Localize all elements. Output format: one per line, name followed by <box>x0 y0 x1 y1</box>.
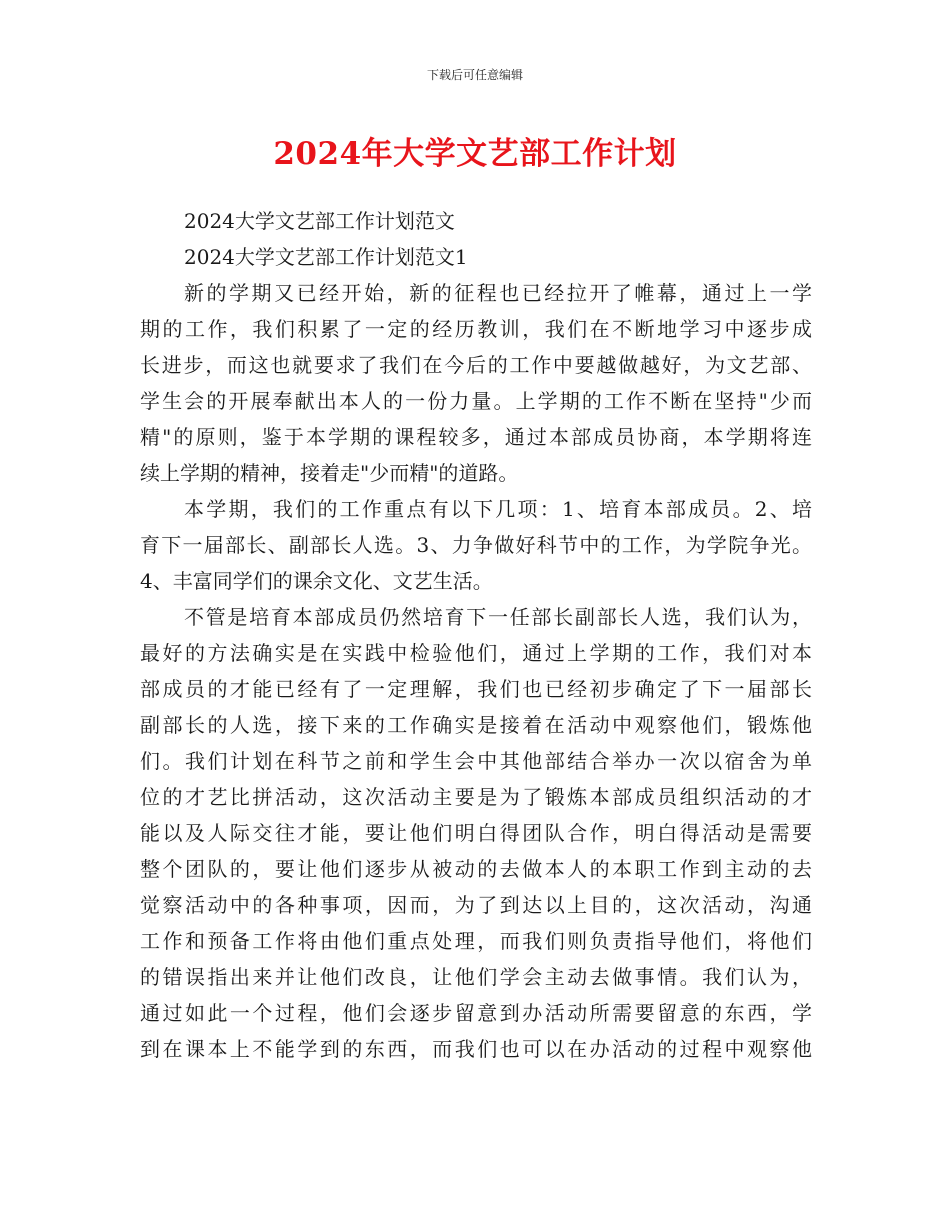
body-line: 续上学期的精神，接着走"少而精"的道路。 <box>140 461 519 485</box>
body-line: 期的工作，我们积累了一定的经历教训，我们在不断地学习中逐步成 <box>140 317 812 341</box>
body-line: 觉察活动中的各种事项，因而，为了到达以上目的，这次活动，沟通 <box>140 893 812 917</box>
body-line: 到在课本上不能学到的东西，而我们也可以在办活动的过程中观察他 <box>140 1037 812 1061</box>
body-line: 副部长的人选，接下来的工作确实是接着在活动中观察他们，锻炼他 <box>140 713 812 737</box>
body-line: 们。我们计划在科节之前和学生会中其他部结合举办一次以宿舍为单 <box>140 749 812 773</box>
body-line: 育下一届部长、副部长人选。3、力争做好科节中的工作，为学院争光。 <box>140 533 812 557</box>
body-line: 精"的原则，鉴于本学期的课程较多，通过本部成员协商，本学期将连 <box>140 425 812 449</box>
body-line: 部成员的才能已经有了一定理解，我们也已经初步确定了下一届部长 <box>140 677 812 701</box>
body-line: 能以及人际交往才能，要让他们明白得团队合作，明白得活动是需要 <box>140 821 812 845</box>
document-title: 2024年大学文艺部工作计划 <box>273 136 677 172</box>
body-line: 新的学期又已经开始，新的征程也已经拉开了帷幕，通过上一学 <box>184 281 812 305</box>
body-line: 2024大学文艺部工作计划范文 <box>184 209 455 233</box>
body-line: 长进步，而这也就要求了我们在今后的工作中要越做越好，为文艺部、 <box>140 353 812 377</box>
body-line: 4、丰富同学们的课余文化、文艺生活。 <box>140 569 493 593</box>
body-line: 学生会的开展奉献出本人的一份力量。上学期的工作不断在坚持"少而 <box>140 389 812 413</box>
body-line: 最好的方法确实是在实践中检验他们，通过上学期的工作，我们对本 <box>140 641 812 665</box>
document-body <box>140 203 812 1067</box>
body-line: 整个团队的，要让他们逐步从被动的去做本人的本职工作到主动的去 <box>140 857 812 881</box>
body-line: 通过如此一个过程，他们会逐步留意到办活动所需要留意的东西，学 <box>140 1001 812 1025</box>
body-line: 2024大学文艺部工作计划范文1 <box>184 245 468 269</box>
body-line: 位的才艺比拼活动，这次活动主要是为了锻炼本部成员组织活动的才 <box>140 785 812 809</box>
body-line: 的错误指出来并让他们改良，让他们学会主动去做事情。我们认为， <box>140 965 812 989</box>
header-note: 下载后可任意编辑 <box>426 68 523 82</box>
body-line: 本学期，我们的工作重点有以下几项：1、培育本部成员。2、培 <box>184 497 812 521</box>
body-line: 不管是培育本部成员仍然培育下一任部长副部长人选，我们认为， <box>184 605 812 629</box>
body-line: 工作和预备工作将由他们重点处理，而我们则负责指导他们，将他们 <box>140 929 812 953</box>
